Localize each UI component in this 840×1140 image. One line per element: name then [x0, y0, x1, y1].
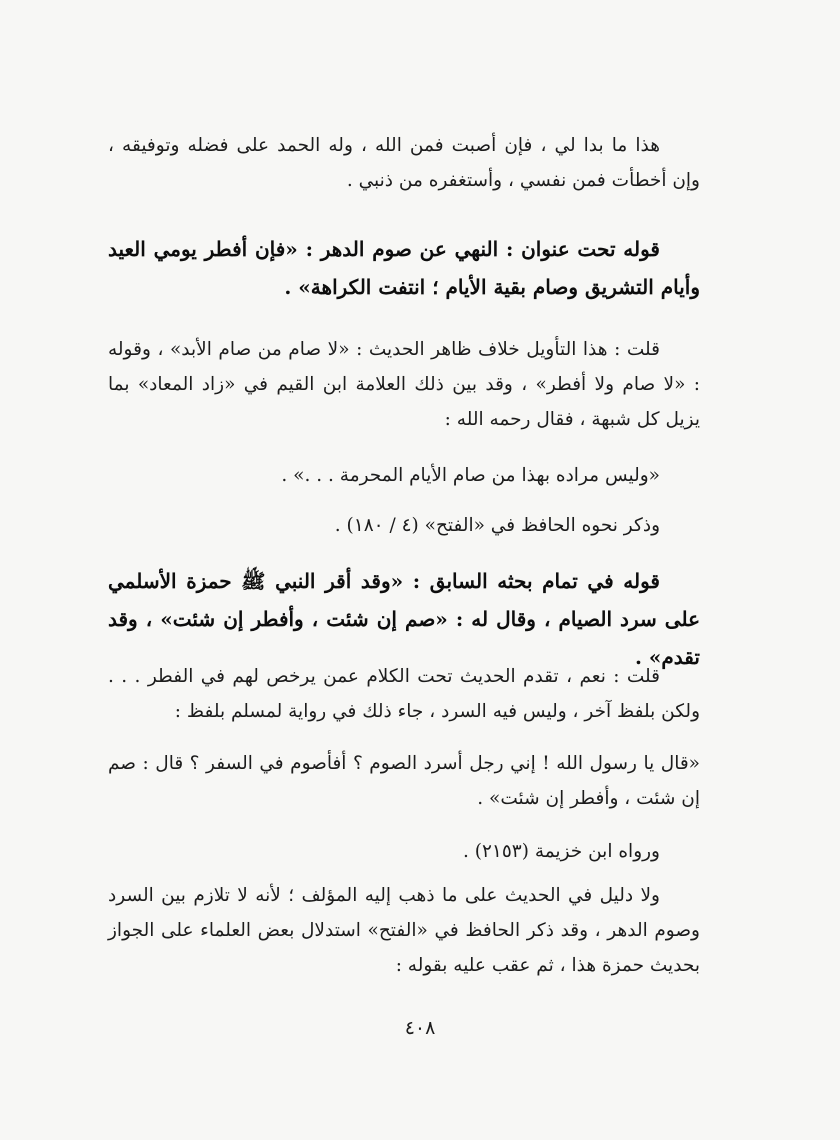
heading-fasting-quote	[108, 230, 700, 306]
quote-text: «وليس مراده بهذا من صام الأيام المحرمة . . .» .	[281, 465, 660, 486]
heading-text: قوله تحت عنوان : النهي عن صوم الدهر : «فإن أفطر يومي العيد وأيام التشريق وصام بقية الأيام ؛ انتفت الكراهة» .	[108, 237, 700, 299]
quote-ibn-qayyim	[108, 458, 710, 493]
reference-text: ورواه ابن خزيمة (٢١٥٣) .	[462, 841, 660, 862]
reference-ibn-khuzayma	[108, 834, 700, 869]
reference-fath	[108, 508, 710, 543]
paragraph-text: هذا ما بدا لي ، فإن أصبت فمن الله ، وله الحمد على فضله وتوفيقه ، وإن أخطأت فمن نفسي ، وأستغفره من ذنبي .	[108, 135, 700, 191]
paragraph-text: قلت : هذا التأويل خلاف ظاهر الحديث : «لا صام من صام الأبد» ، وقوله : «لا صام ولا أفطر» ، وقد بين ذلك العلامة ابن القيم في «زاد المعاد» بما يزيل كل شبهة ، فقال رحمه الله :	[108, 339, 700, 430]
reference-text: وذكر نحوه الحافظ في «الفتح» (٤ / ١٨٠) .	[334, 515, 660, 536]
paragraph-text: قلت : نعم ، تقدم الحديث تحت الكلام عمن يرخص لهم في الفطر . . . ولكن بلفظ آخر ، وليس فيه السرد ، جاء ذلك في رواية لمسلم بلفظ :	[108, 666, 700, 722]
paragraph-intro	[108, 128, 700, 198]
heading-text: قوله في تمام بحثه السابق : «وقد أقر النبي ﷺ حمزة الأسلمي على سرد الصيام ، وقال له : «صم إن شئت ، وأفطر إن شئت» ، وقد تقدم» .	[108, 569, 700, 669]
quote-text: «قال يا رسول الله ! إني رجل أسرد الصوم ؟ أفأصوم في السفر ؟ قال : صم إن شئت ، وأفطر إن شئت» .	[108, 753, 700, 809]
page-number: ٤٠٨	[404, 1017, 436, 1039]
paragraph-conclusion	[108, 878, 700, 983]
paragraph-commentary	[108, 332, 700, 437]
paragraph-text: ولا دليل في الحديث على ما ذهب إليه المؤلف ؛ لأنه لا تلازم بين السرد وصوم الدهر ، وقد ذكر الحافظ في «الفتح» استدلال بعض العلماء على الجواز بحديث حمزة هذا ، ثم عقب عليه بقوله :	[108, 885, 700, 976]
quote-muslim-narration	[108, 746, 700, 816]
paragraph-reply	[108, 659, 700, 729]
